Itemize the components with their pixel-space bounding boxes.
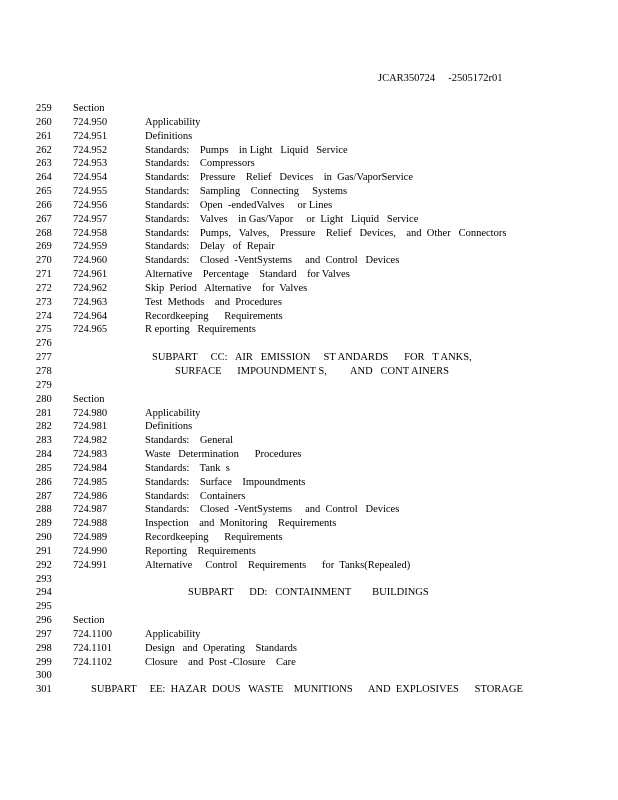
line-number: 290 [36,532,52,543]
line-number: 264 [36,172,52,184]
subpart-heading: SURFACE IMPOUNDMENT S, AND CONT AINERS [175,366,449,377]
section-number: 724.955 [73,186,108,197]
line-number: 298 [36,642,52,654]
document-line [0,365,618,379]
section-number: 724.956 [73,199,108,211]
section-title: Design and Operating Standards [145,642,297,654]
line-number: 259 [36,103,52,114]
section-number: 724.1101 [73,642,112,654]
line-number: 287 [36,490,52,502]
line-number: 279 [36,379,52,391]
subpart-heading: SUBPART CC: AIR EMISSION ST ANDARDS FOR T ANKS, [152,352,472,364]
line-number: 288 [36,504,52,516]
section-title: Test Methods and Procedures [145,296,282,308]
section-number: 724.989 [73,532,108,543]
section-title: Alternative Percentage Standard for Valves [145,269,350,281]
subpart-heading: SUBPART DD: CONTAINMENT BUILDINGS [188,587,429,599]
section-title: Standards: Delay of Repair [145,241,275,253]
document-line [0,656,618,670]
section-number: 724.951 [73,130,108,142]
line-number: 282 [36,421,52,433]
section-title: Standards: Closed -VentSystems and Control Devices [145,255,400,267]
line-number: 283 [36,435,52,447]
document-line [0,462,618,476]
line-number: 277 [36,352,52,364]
line-number: 300 [36,670,52,682]
section-title: Recordkeeping Requirements [145,310,283,322]
line-number: 272 [36,282,52,294]
document-line [0,669,618,683]
section-title: Closure and Post -Closure Care [145,656,296,668]
section-title: Standards: Sampling Connecting Systems [145,186,348,197]
section-title: Reporting Requirements [145,545,256,557]
line-number: 293 [36,573,52,585]
document-line [0,614,618,628]
section-number: 724.960 [73,255,108,267]
line-number: 269 [36,241,52,253]
line-number: 268 [36,227,52,239]
document-line [0,199,618,213]
section-number: 724.981 [73,421,108,433]
line-number: 280 [36,393,52,405]
line-number: 262 [36,144,52,156]
document-line [0,586,618,600]
section-title: Standards: Surface Impoundments [145,476,306,488]
line-number: 295 [36,601,52,613]
section-number: 724.961 [73,269,108,281]
document-line [0,573,618,587]
section-number: 724.1100 [73,628,112,640]
line-number: 281 [36,407,52,419]
document-line [0,531,618,545]
document-line [0,379,618,393]
section-number: 724.963 [73,296,108,308]
section-title: Standards: General [145,435,234,447]
section-number: 724.982 [73,435,108,447]
document-line [0,407,618,421]
section-number: 724.1102 [73,656,112,668]
document-line [0,144,618,158]
document-line [0,185,618,199]
section-number: 724.952 [73,144,108,156]
document-line [0,282,618,296]
document-line [0,213,618,227]
section-number: 724.987 [73,504,108,516]
line-number: 285 [36,462,52,474]
document-line [0,268,618,282]
document-line [0,434,618,448]
section-title: Standards: Open -endedValves or Lines [145,199,333,211]
section-number: Section [73,615,105,627]
document-line [0,503,618,517]
section-number: Section [73,393,105,405]
section-number: 724.984 [73,462,108,474]
line-number: 261 [36,130,52,142]
document-line [0,448,618,462]
line-number: 286 [36,476,52,488]
section-title: Applicability [145,116,201,128]
section-title: Standards: Tank s [145,462,230,474]
line-number: 273 [36,296,52,308]
document-line [0,130,618,144]
document-line [0,683,618,697]
line-number: 297 [36,628,52,640]
line-number: 270 [36,255,52,267]
section-title: Definitions [145,130,193,142]
line-number: 299 [36,656,52,668]
document-line [0,559,618,573]
section-number: 724.958 [73,227,108,239]
document-line [0,240,618,254]
section-number: 724.986 [73,490,108,502]
line-number: 296 [36,615,52,627]
document-line [0,337,618,351]
document-line [0,600,618,614]
line-number: 289 [36,518,52,530]
section-title: Inspection and Monitoring Requirements [145,518,337,530]
document-line [0,310,618,324]
document-line [0,628,618,642]
line-number: 294 [36,587,52,599]
section-number: 724.988 [73,518,108,530]
section-title: Waste Determination Procedures [145,449,302,460]
section-number: 724.959 [73,241,108,253]
line-number: 265 [36,186,52,197]
line-number: 274 [36,310,52,322]
document-line [0,517,618,531]
section-number: 724.983 [73,449,108,460]
document-line [0,393,618,407]
section-number: 724.985 [73,476,108,488]
document-line [0,545,618,559]
line-number: 291 [36,545,52,557]
section-number: Section [73,103,105,114]
line-number: 276 [36,338,52,350]
line-number: 278 [36,366,52,377]
document-line [0,116,618,130]
section-title: Applicability [145,407,201,419]
section-number: 724.954 [73,172,108,184]
subpart-heading: SUBPART EE: HAZAR DOUS WASTE MUNITIONS AND EXPLOSIVES STORAGE [91,684,523,696]
line-number: 271 [36,269,52,281]
section-title: Recordkeeping Requirements [145,532,283,543]
document-line [0,157,618,171]
section-number: 724.990 [73,545,108,557]
document-line [0,227,618,241]
document-line [0,351,618,365]
line-number: 292 [36,559,52,571]
document-line [0,171,618,185]
line-number: 260 [36,116,52,128]
section-number: 724.965 [73,324,108,336]
section-title: Definitions [145,421,193,433]
section-number: 724.991 [73,559,108,571]
section-title: Standards: Closed -VentSystems and Control Devices [145,504,400,516]
document-line [0,254,618,268]
section-number: 724.950 [73,116,108,128]
document-line [0,102,618,116]
section-title: R eporting Requirements [145,324,256,336]
document-line [0,490,618,504]
document-line [0,420,618,434]
section-title: Standards: Valves in Gas/Vapor or Light Liquid Service [145,213,419,225]
document-line [0,642,618,656]
line-number: 266 [36,199,52,211]
section-number: 724.957 [73,213,108,225]
section-title: Standards: Pumps, Valves, Pressure Relief Devices, and Other Connectors [145,227,507,239]
section-number: 724.964 [73,310,108,322]
line-number: 301 [36,684,52,696]
section-number: 724.953 [73,158,108,170]
line-number: 267 [36,213,52,225]
document-line [0,476,618,490]
section-title: Standards: Pumps in Light Liquid Service [145,144,348,156]
section-title: Standards: Containers [145,490,246,502]
section-title: Alternative Control Requirements for Tanks(Repealed) [145,559,411,571]
section-number: 724.980 [73,407,108,419]
document-line [0,296,618,310]
line-number: 275 [36,324,52,336]
section-title: Standards: Pressure Relief Devices in Gas/VaporService [145,172,413,184]
section-title: Skip Period Alternative for Valves [145,282,308,294]
document-line [0,323,618,337]
line-number: 263 [36,158,52,170]
section-title: Applicability [145,628,201,640]
section-number: 724.962 [73,282,108,294]
line-number: 284 [36,449,52,460]
section-title: Standards: Compressors [145,158,255,170]
document-id-header: JCAR350724 -2505172r01 [378,73,503,84]
